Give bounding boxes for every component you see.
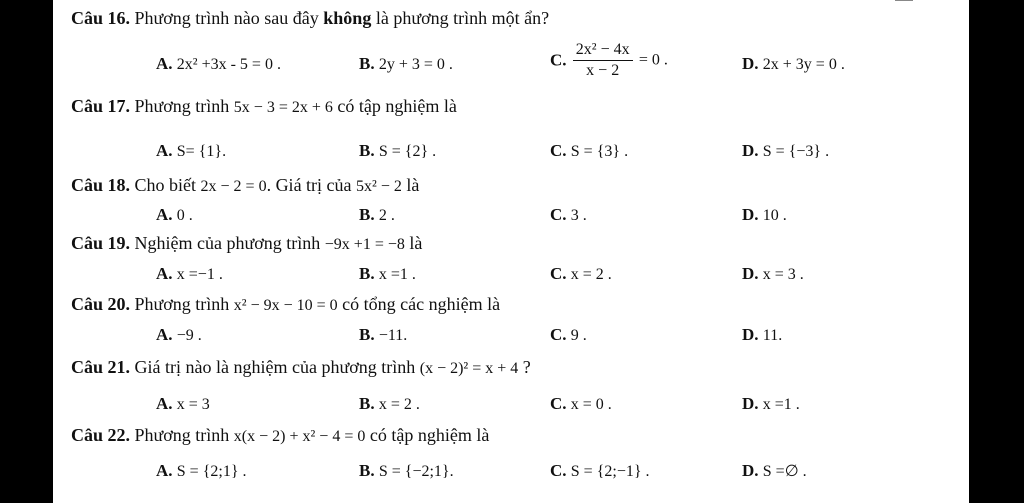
answer-label: D. [742, 141, 759, 160]
corner-mark [895, 0, 913, 1]
question-17 [71, 96, 457, 117]
answer-text: 2 . [378, 207, 395, 224]
question-math: −9x +1 = −8 [324, 236, 405, 253]
answer-b [359, 54, 453, 74]
answer-label: D. [742, 54, 759, 73]
question-text: có tập nghiệm là [337, 96, 457, 116]
answer-c [550, 205, 587, 225]
answer-c [550, 141, 628, 161]
answer-label: C. [550, 264, 567, 283]
question-19 [71, 233, 422, 254]
answer-a [156, 461, 247, 481]
answer-label: C. [550, 205, 567, 224]
answer-label: D. [742, 394, 759, 413]
answer-text: x = 3 . [762, 266, 804, 283]
answer-text: S = {2;−1} . [570, 463, 650, 480]
question-number: Câu 16. [71, 8, 131, 28]
answer-text: −11. [378, 327, 408, 344]
answer-a [156, 394, 210, 414]
answer-label: B. [359, 264, 375, 283]
answer-b [359, 461, 454, 481]
answer-label: C. [550, 394, 567, 413]
answer-label: D. [742, 205, 759, 224]
answer-d [742, 461, 807, 481]
answer-label: A. [156, 325, 173, 344]
answer-d [742, 264, 804, 284]
answer-label: A. [156, 141, 173, 160]
question-math: 2x − 2 = 0 [200, 178, 267, 195]
question-22 [71, 425, 489, 446]
answer-text: S = {3} . [570, 143, 629, 160]
answer-c [550, 264, 612, 284]
question-text: Phương trình [134, 96, 230, 116]
answer-text: x = 2 . [570, 266, 612, 283]
answer-label: A. [156, 394, 173, 413]
answer-label: A. [156, 205, 173, 224]
question-20 [71, 294, 500, 315]
answer-text: x = 0 . [570, 396, 612, 413]
question-text: ? [522, 357, 531, 377]
worksheet-page [53, 0, 969, 503]
answer-text: S = {−2;1}. [378, 463, 454, 480]
answer-text: x =−1 . [176, 266, 223, 283]
answer-label: C. [550, 50, 567, 70]
answer-text: 11. [762, 327, 783, 344]
answer-text: 9 . [570, 327, 587, 344]
answer-d [742, 394, 800, 414]
fraction-denominator: x − 2 [586, 62, 620, 79]
answer-label: B. [359, 394, 375, 413]
question-21 [71, 357, 531, 378]
answer-b [359, 325, 407, 345]
question-number: Câu 21. [71, 357, 131, 377]
answer-text: S =∅ . [762, 463, 807, 480]
question-number: Câu 19. [71, 233, 131, 253]
answer-text: S = {2;1} . [176, 463, 247, 480]
answer-d [742, 325, 782, 345]
answer-b [359, 205, 395, 225]
fraction [573, 40, 633, 81]
question-math: (x − 2)² = x + 4 [419, 360, 519, 377]
answer-a [156, 264, 223, 284]
answer-label: C. [550, 461, 567, 480]
question-text: Phương trình [134, 425, 230, 445]
question-math: x(x − 2) + x² − 4 = 0 [233, 428, 366, 445]
question-math: 5x − 3 = 2x + 6 [233, 99, 333, 116]
question-text: có tổng các nghiệm là [342, 294, 501, 314]
question-math: x² − 9x − 10 = 0 [233, 297, 338, 314]
question-math: 5x² − 2 [356, 178, 402, 195]
answer-d [742, 141, 829, 161]
answer-label: D. [742, 325, 759, 344]
question-text: có tập nghiệm là [369, 425, 490, 445]
question-number: Câu 18. [71, 175, 131, 195]
question-text: Nghiệm của phương trình [134, 233, 321, 253]
fraction-numerator: 2x² − 4x [573, 40, 633, 61]
question-text: . Giá trị của [266, 175, 352, 195]
question-text: là [409, 233, 423, 253]
answer-text: x =1 . [762, 396, 800, 413]
answer-label: B. [359, 141, 375, 160]
answer-label: D. [742, 461, 759, 480]
question-text: là phương trình một ẩn? [375, 8, 550, 28]
answer-label: A. [156, 264, 173, 283]
answer-text: x = 3 [176, 396, 210, 413]
question-text: Giá trị nào là nghiệm của phương trình [134, 357, 416, 377]
answer-label: A. [156, 461, 173, 480]
answer-text: = 0 . [638, 51, 668, 69]
answer-label: B. [359, 205, 375, 224]
answer-b [359, 264, 416, 284]
answer-text: 2y + 3 = 0 . [378, 56, 453, 73]
answer-c [550, 394, 612, 414]
answer-c [550, 461, 650, 481]
answer-a [156, 205, 193, 225]
answer-text: x =1 . [378, 266, 416, 283]
answer-a [156, 54, 281, 74]
question-number: Câu 20. [71, 294, 131, 314]
answer-text: S = {−3} . [762, 143, 830, 160]
answer-label: C. [550, 141, 567, 160]
question-16 [71, 8, 549, 29]
answer-b [359, 394, 420, 414]
answer-text: 2x² +3x - 5 = 0 . [176, 56, 281, 73]
answer-label: B. [359, 461, 375, 480]
answer-text: S= {1}. [176, 143, 227, 160]
answer-text: 2x + 3y = 0 . [762, 56, 845, 73]
answer-text: x = 2 . [378, 396, 420, 413]
answer-text: S = {2} . [378, 143, 437, 160]
question-number: Câu 22. [71, 425, 131, 445]
answer-c [550, 325, 587, 345]
question-emphasis: không [323, 8, 372, 28]
answer-text: −9 . [176, 327, 202, 344]
question-number: Câu 17. [71, 96, 131, 116]
question-text: Phương trình nào sau đây [134, 8, 319, 28]
answer-label: D. [742, 264, 759, 283]
answer-a [156, 141, 226, 161]
answer-b [359, 141, 436, 161]
answer-c [550, 40, 668, 81]
question-18 [71, 175, 419, 196]
question-text: Phương trình [134, 294, 230, 314]
answer-d [742, 54, 845, 74]
answer-a [156, 325, 202, 345]
answer-label: A. [156, 54, 173, 73]
answer-label: B. [359, 325, 375, 344]
answer-text: 0 . [176, 207, 193, 224]
answer-label: B. [359, 54, 375, 73]
answer-d [742, 205, 787, 225]
question-text: là [406, 175, 420, 195]
answer-label: C. [550, 325, 567, 344]
answer-text: 10 . [762, 207, 787, 224]
question-text: Cho biết [134, 175, 197, 195]
answer-text: 3 . [570, 207, 587, 224]
